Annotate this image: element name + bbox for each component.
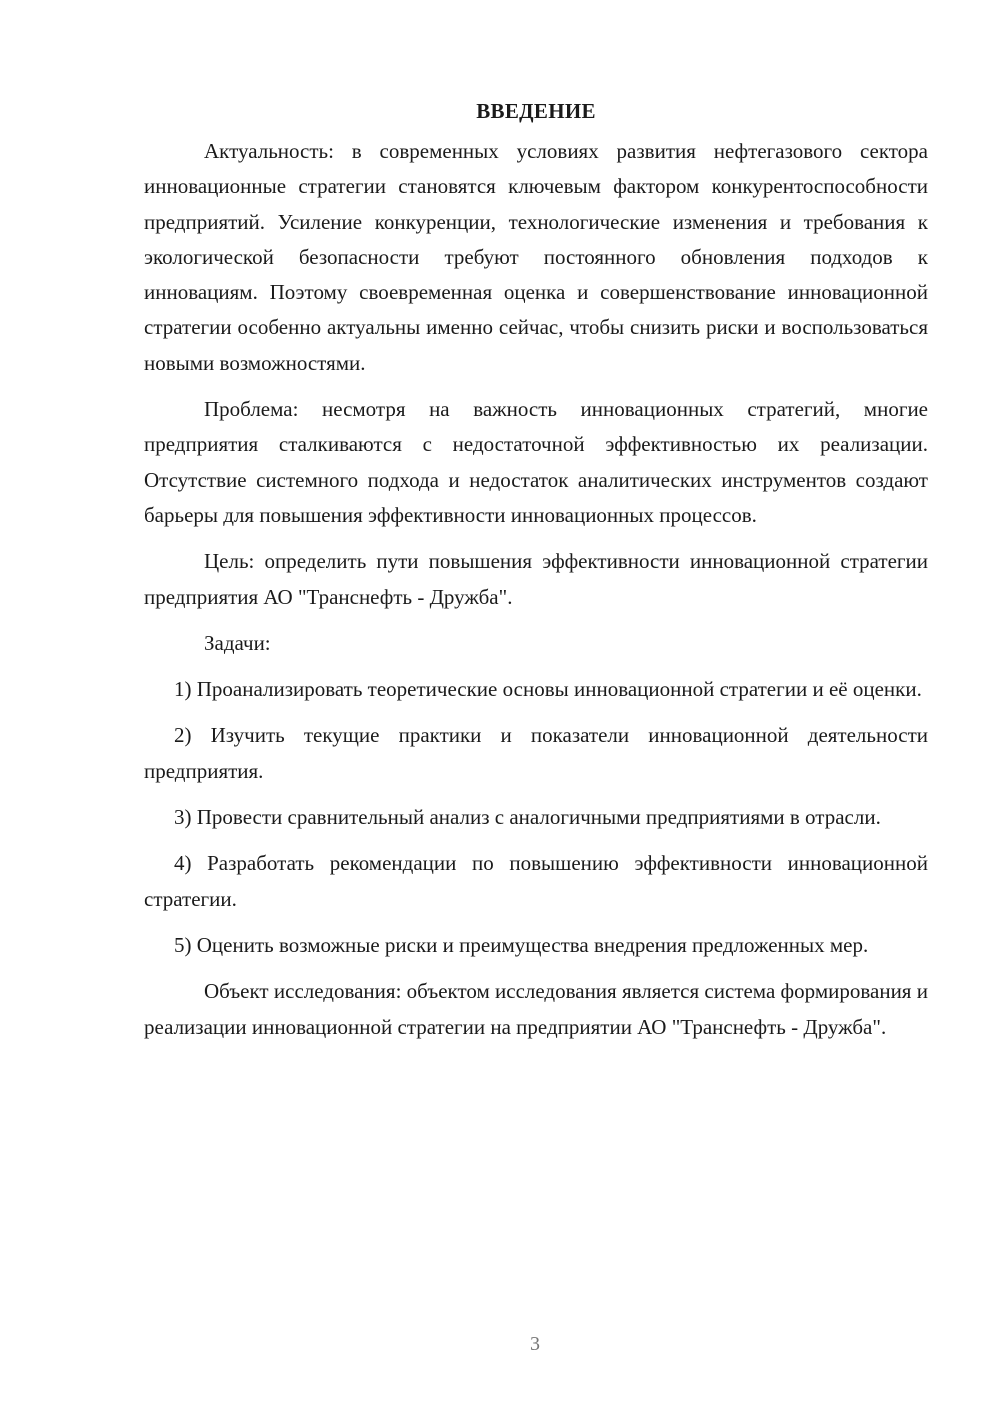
task-item-4: 4) Разработать рекомендации по повышению эффективности инновационной стратегии. — [144, 851, 928, 911]
page-number: 3 — [530, 1333, 540, 1355]
paragraph-relevance: Актуальность: в современных условиях развития нефтегазового сектора инновационные стратегии становятся ключевым фактором конкурентоспособности предприятий. Усиление конкуренции, технологические изменения и требования к экологической безопасности требуют постоянного обновления подходов к инновациям. Поэтому своевременная оценка и совершенствование инновационной стратегии особенно актуальны именно сейчас, чтобы снизить риски и воспользоваться новыми возможностями. — [144, 139, 928, 375]
page-content — [144, 96, 928, 1056]
task-item-2: 2) Изучить текущие практики и показатели инновационной деятельности предприятия. — [144, 723, 928, 783]
task-item-3: 3) Провести сравнительный анализ с аналогичными предприятиями в отрасли. — [174, 805, 881, 830]
task-item-1: 1) Проанализировать теоретические основы инновационной стратегии и её оценки. — [174, 677, 922, 702]
page-title: ВВЕДЕНИЕ — [476, 99, 596, 123]
task-item-5: 5) Оценить возможные риски и преимущества внедрения предложенных мер. — [174, 932, 869, 957]
tasks-label: Задачи: — [204, 630, 271, 655]
paragraph-goal: Цель: определить пути повышения эффективности инновационной стратегии предприятия АО "Транснефть - Дружба". — [144, 549, 928, 609]
paragraph-object: Объект исследования: объектом исследования является система формирования и реализации инновационной стратегии на предприятии АО "Транснефть - Дружба". — [144, 979, 928, 1039]
paragraph-problem: Проблема: несмотря на важность инновационных стратегий, многие предприятия сталкиваются с недостаточной эффективностью их реализации. Отсутствие системного подхода и недостаток аналитических инструментов создают барьеры для повышения эффективности инновационных процессов. — [144, 397, 928, 527]
